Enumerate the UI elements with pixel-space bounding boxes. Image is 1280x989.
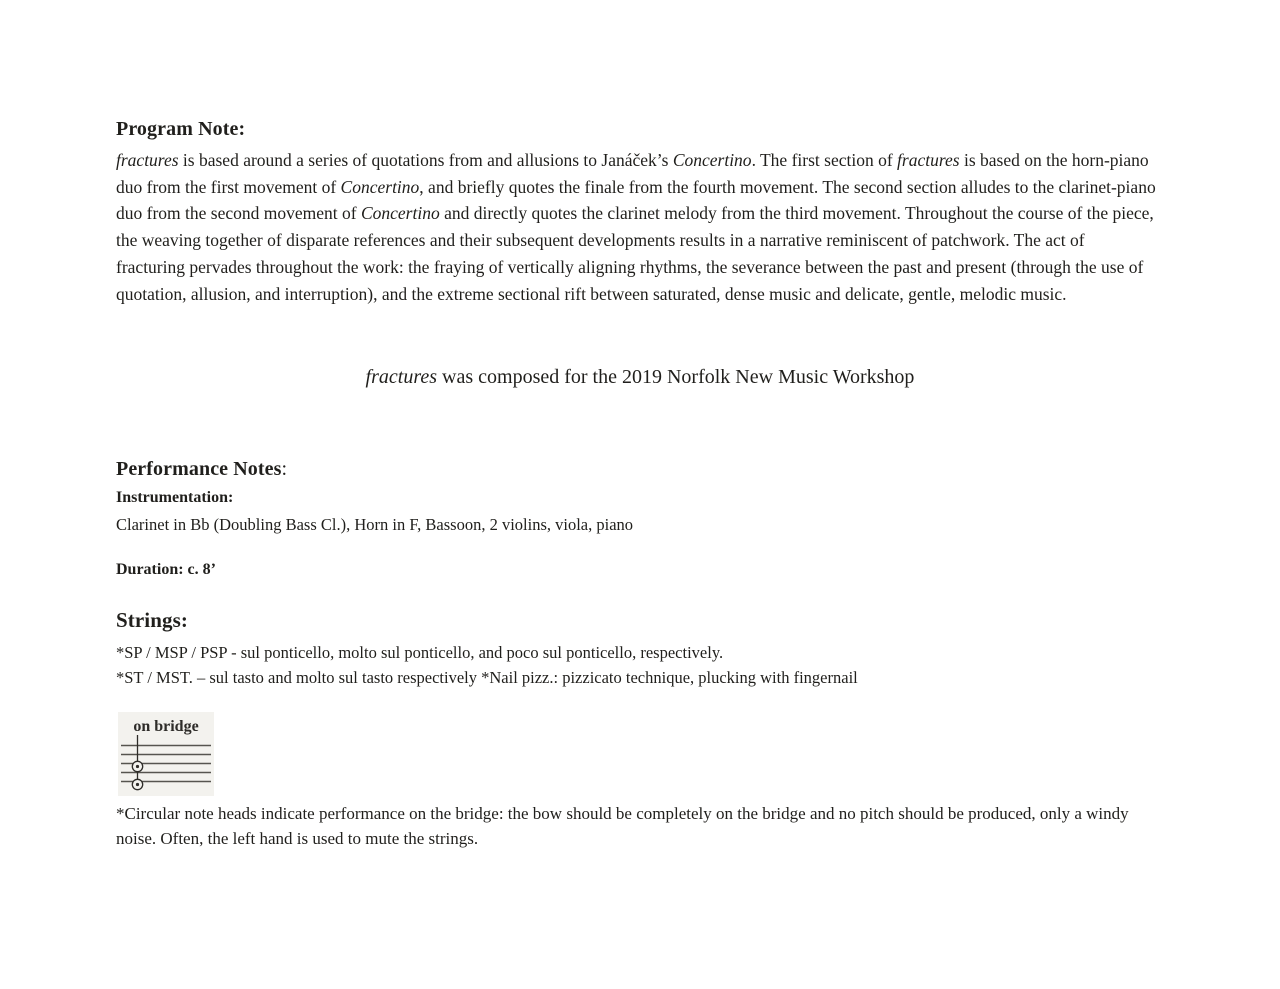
notation-caption: on bridge <box>133 718 199 735</box>
notation-example-figure <box>118 712 214 796</box>
instrumentation-value: Clarinet in Bb (Doubling Bass Cl.), Horn in F, Bassoon, 2 violins, viola, piano <box>116 515 634 534</box>
circular-notehead-lower <box>132 779 142 789</box>
duration-label: Duration: c. 8’ <box>116 561 216 578</box>
program-note-paragraph: fractures is based around a series of quotations from and allusions to Janáček’s Concertino. The first section of fractures is based on the horn-piano duo from the first movement of Concertino, and briefly quotes the finale from the fourth movement. The second section alludes to the clarinet-piano duo from the second movement of Concertino and directly quotes the clarinet melody from the third movement. Throughout the course of the piece, the weaving together of disparate references and their subsequent developments results in a narrative reminiscent of patchwork. The act of fracturing pervades throughout the work: the fraying of vertically aligning rhythms, the severance between the past and present (through the use of quotation, allusion, and interruption), and the extreme sectional rift between saturated, dense music and delicate, gentle, melodic music. <box>116 150 1156 304</box>
strings-note-line-2: *ST / MST. – sul tasto and molto sul tasto respectively *Nail pizz.: pizzicato technique, plucking with fingernail <box>116 668 858 687</box>
performance-notes-heading-colon: : <box>281 458 288 480</box>
dedication-line: fractures was composed for the 2019 Norfolk New Music Workshop <box>365 366 915 388</box>
program-note-heading: Program Note: <box>116 118 246 140</box>
bridge-footnote: *Circular note heads indicate performance on the bridge: the bow should be completely on the bridge and no pitch should be produced, only a windy noise. Often, the left hand is used to mute the strings. <box>116 804 1129 848</box>
circular-notehead-upper <box>132 761 142 771</box>
staff-notation-icon <box>118 712 214 796</box>
instrumentation-label: Instrumentation: <box>116 489 234 506</box>
strings-note-line-1: *SP / MSP / PSP - sul ponticello, molto sul ponticello, and poco sul ponticello, respectively. <box>116 643 724 662</box>
strings-heading: Strings: <box>116 608 188 632</box>
performance-notes-heading-text: Performance Notes <box>116 458 282 480</box>
performance-notes-heading <box>116 458 287 481</box>
strings-notes <box>116 640 1166 690</box>
